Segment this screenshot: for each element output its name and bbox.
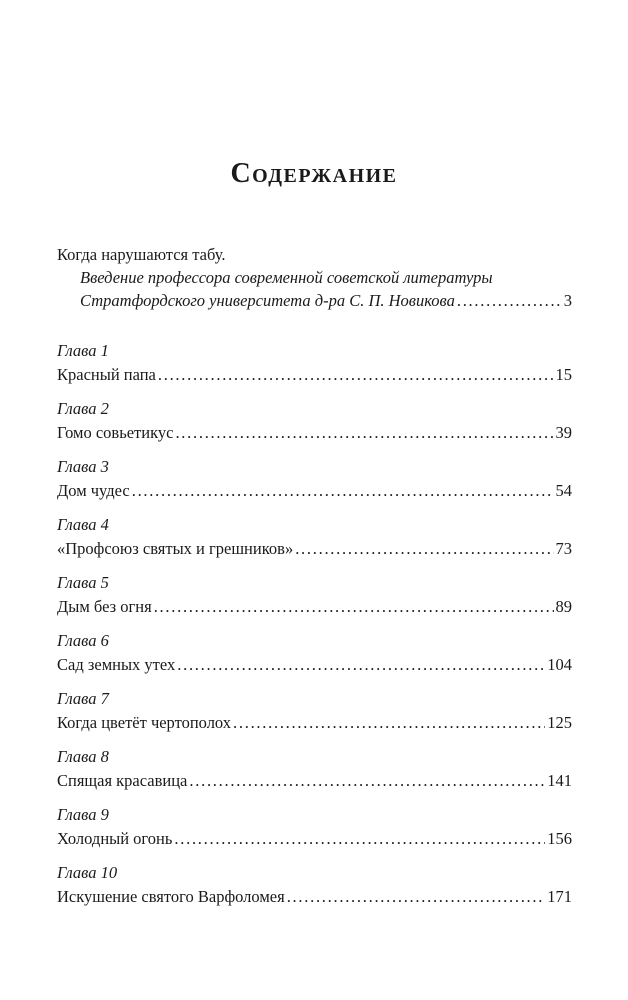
chapter-line xyxy=(57,536,572,561)
toc-entry xyxy=(57,745,572,803)
chapter-line xyxy=(57,652,572,677)
dot-leader xyxy=(295,536,553,561)
intro-subtitle-text: Стратфордского университета д-ра С. П. Новикова xyxy=(80,291,455,310)
toc-entry xyxy=(57,339,572,397)
chapter-title: Холодный огонь xyxy=(57,829,173,848)
intro-subtitle-line-1: Введение профессора современной советской литературы xyxy=(80,268,493,287)
chapter-label: Глава 6 xyxy=(57,631,109,650)
chapter-line xyxy=(57,594,572,619)
page-number: 73 xyxy=(555,539,572,558)
dot-leader xyxy=(174,826,545,851)
dot-leader xyxy=(287,884,546,909)
intro-title: Когда нарушаются табу. xyxy=(57,245,226,264)
dot-leader xyxy=(154,594,554,619)
chapter-title: Когда цветёт чертополох xyxy=(57,713,232,732)
page-title: Содержание xyxy=(230,158,398,189)
chapter-line xyxy=(57,478,572,503)
intro-entry xyxy=(57,243,572,312)
chapter-label: Глава 10 xyxy=(57,863,118,882)
toc-entry xyxy=(57,397,572,455)
chapter-title: Красный папа xyxy=(57,365,156,384)
page-number: 39 xyxy=(555,423,572,442)
chapter-label: Глава 2 xyxy=(57,399,109,418)
page-number: 89 xyxy=(555,597,572,616)
dot-leader xyxy=(175,420,553,445)
toc-entry xyxy=(57,571,572,629)
chapter-title: Спящая красавица xyxy=(57,771,188,790)
chapter-label: Глава 4 xyxy=(57,515,109,534)
intro-subtitle-line-2 xyxy=(57,289,572,312)
chapter-title: Гомо совьетикус xyxy=(57,423,174,442)
page-number: 156 xyxy=(547,829,572,848)
toc-list xyxy=(57,339,572,919)
page-number: 104 xyxy=(547,655,572,674)
chapter-label: Глава 9 xyxy=(57,805,109,824)
page-number: 15 xyxy=(555,365,572,384)
toc-entry xyxy=(57,513,572,571)
page-number: 141 xyxy=(547,771,572,790)
page-number: 3 xyxy=(563,291,572,310)
toc-entry xyxy=(57,629,572,687)
chapter-title: Дом чудес xyxy=(57,481,130,500)
chapter-label: Глава 5 xyxy=(57,573,109,592)
dot-leader xyxy=(177,652,545,677)
chapter-label: Глава 3 xyxy=(57,457,109,476)
chapter-line xyxy=(57,826,572,851)
chapter-line xyxy=(57,884,572,909)
chapter-label: Глава 1 xyxy=(57,341,109,360)
chapter-title: «Профсоюз святых и грешников» xyxy=(57,539,294,558)
chapter-line xyxy=(57,362,572,387)
toc-entry xyxy=(57,861,572,919)
dot-leader xyxy=(158,362,554,387)
page-number: 171 xyxy=(547,887,572,906)
toc-entry xyxy=(57,803,572,861)
chapter-label: Глава 8 xyxy=(57,747,109,766)
chapter-line xyxy=(57,420,572,445)
dot-leader xyxy=(233,710,545,735)
page-number: 54 xyxy=(555,481,572,500)
chapter-title: Дым без огня xyxy=(57,597,152,616)
dot-leader xyxy=(457,289,562,312)
toc-entry xyxy=(57,455,572,513)
chapter-label: Глава 7 xyxy=(57,689,109,708)
chapter-line xyxy=(57,710,572,735)
chapter-title: Искушение святого Варфоломея xyxy=(57,887,285,906)
dot-leader xyxy=(189,768,545,793)
toc-entry xyxy=(57,687,572,745)
dot-leader xyxy=(132,478,554,503)
chapter-line xyxy=(57,768,572,793)
page-number: 125 xyxy=(547,713,572,732)
chapter-title: Сад земных утех xyxy=(57,655,176,674)
